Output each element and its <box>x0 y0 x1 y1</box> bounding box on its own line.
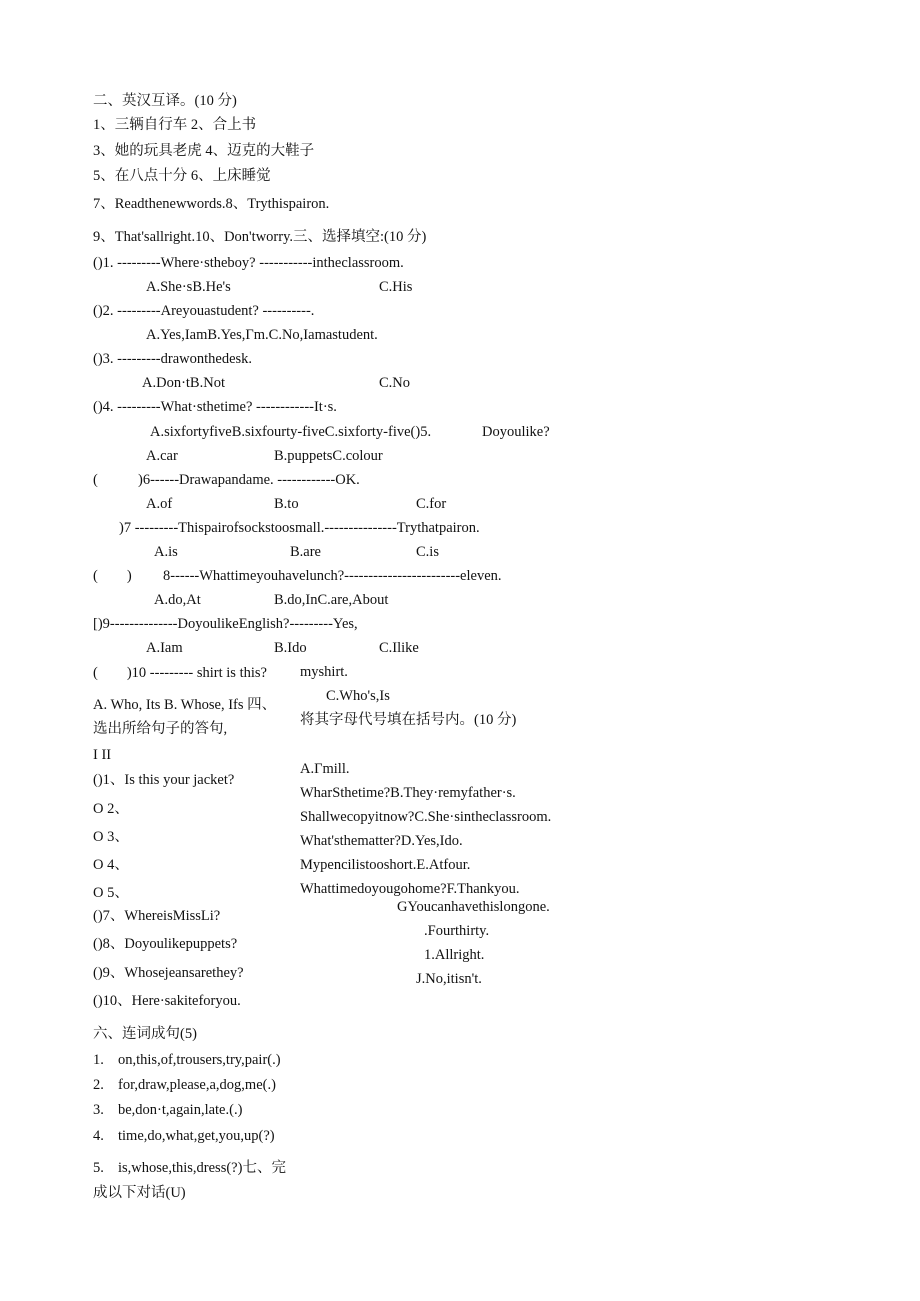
translation-line-5: 9、That'sallright.10、Don'tworry.三、选择填空:(10 分) <box>93 229 427 245</box>
section2-title: 二、英汉互译。(10 分) <box>93 93 237 109</box>
match-right-5: Mypencilistooshort.E.Atfour. <box>300 857 471 873</box>
matching-header: I II <box>93 747 112 763</box>
q10-option-c: C.Who's,Is <box>326 688 390 704</box>
question-4: ()4. ---------What·sthetime? ------------It·s. <box>93 399 337 415</box>
reorder-num-4: 4. <box>93 1128 104 1144</box>
question-9: [)9--------------DoyoulikeEnglish?---------Yes, <box>93 616 358 632</box>
question-8: 8------Whattimeyouhavelunch?------------------------eleven. <box>163 568 502 584</box>
match-right-10: J.No,itisn't. <box>416 971 482 987</box>
match-left-1: ()1、Is this your jacket? <box>93 772 235 788</box>
reorder-num-2: 2. <box>93 1077 104 1093</box>
reorder-item-5: is,whose,this,dress(?)七、完 <box>118 1160 286 1176</box>
reorder-item-2: for,draw,please,a,dog,me(.) <box>118 1077 276 1093</box>
match-right-2: WharSthetime?B.They·remyfather·s. <box>300 785 516 801</box>
q8-options-bc: B.do,InC.are,About <box>274 592 389 608</box>
translation-line-2: 3、她的玩具老虎 4、迈克的大鞋子 <box>93 143 315 159</box>
reorder-num-1: 1. <box>93 1052 104 1068</box>
match-left-7: ()7、WhereisMissLi? <box>93 908 221 924</box>
q1-options-ab: A.She·sB.He's <box>146 279 231 295</box>
reorder-num-5: 5. <box>93 1160 104 1176</box>
question-1: ()1. ---------Where·stheboy? -----------intheclassroom. <box>93 255 404 271</box>
q7-option-c: C.is <box>416 544 439 560</box>
match-right-9: 1.Allright. <box>424 947 485 963</box>
q10-options-ab: A. Who, Its B. Whose, Ifs 四、 <box>93 697 277 713</box>
reorder-num-3: 3. <box>93 1102 104 1118</box>
q9-option-a: A.Iam <box>146 640 183 656</box>
q8-option-a: A.do,At <box>154 592 201 608</box>
question-5: Doyoulike? <box>482 424 550 440</box>
match-left-2: O 2、 <box>93 801 129 817</box>
q8-paren: ( ) <box>93 568 132 584</box>
match-left-4: O 4、 <box>93 857 129 873</box>
translation-line-1: 1、三辆自行车 2、合上书 <box>93 117 257 133</box>
q6-option-b: B.to <box>274 496 299 512</box>
q7-option-a: A.is <box>154 544 178 560</box>
question-3: ()3. ---------drawonthedesk. <box>93 351 253 367</box>
match-left-8: ()8、Doyoulikepuppets? <box>93 936 238 952</box>
match-left-3: O 3、 <box>93 829 129 845</box>
q5-options-bc: B.puppetsC.colour <box>274 448 383 464</box>
translation-line-3: 5、在八点十分 6、上床睡觉 <box>93 168 271 184</box>
question-6: )6------Drawapandame. ------------OK. <box>138 472 360 488</box>
q3-option-c: C.No <box>379 375 411 391</box>
match-right-8: .Fourthirty. <box>424 923 490 939</box>
match-right-4: What'sthematter?D.Yes,Ido. <box>300 833 463 849</box>
match-left-9: ()9、Whosejeansarethey? <box>93 965 244 981</box>
match-right-1: A.Γmill. <box>300 761 350 777</box>
section6-title: 六、连词成句(5) <box>93 1026 197 1042</box>
translation-line-4: 7、Readthenewwords.8、Trythispairon. <box>93 196 330 212</box>
question-2: ()2. ---------Areyouastudent? ----------. <box>93 303 315 319</box>
match-left-5: O 5、 <box>93 885 129 901</box>
match-right-3: Shallwecopyitnow?C.She·sintheclassroom. <box>300 809 552 825</box>
q9-option-b: B.Ido <box>274 640 307 656</box>
q1-option-c: C.His <box>379 279 413 295</box>
q4-options: A.sixfortyfiveB.sixfourty-fiveC.sixforty-five()5. <box>150 424 432 440</box>
reorder-item-1: on,this,of,trousers,try,pair(.) <box>118 1052 281 1068</box>
reorder-item-3: be,don·t,again,late.(.) <box>118 1102 243 1118</box>
section7-title: 成以下对话(U) <box>93 1185 186 1201</box>
question-10: ( )10 --------- shirt is this? <box>93 665 267 681</box>
q7-option-b: B.are <box>290 544 321 560</box>
q5-option-a: A.car <box>146 448 178 464</box>
q6-paren: ( <box>93 472 98 488</box>
q6-option-c: C.for <box>416 496 447 512</box>
q9-option-c: C.Ilike <box>379 640 419 656</box>
section4-instruction: 将其字母代号填在括号内。(10 分) <box>300 712 517 728</box>
match-right-6: Whattimedoyougohome?F.Thankyou. <box>300 881 520 897</box>
question-7: )7 ---------Thispairofsockstoosmall.---------------Trythatpairon. <box>119 520 480 536</box>
q2-options: A.Yes,IamB.Yes,Γm.C.No,Iamastudent. <box>146 327 378 343</box>
match-right-7: GYoucanhavethislongone. <box>397 899 550 915</box>
q10-tail: myshirt. <box>300 664 348 680</box>
match-left-10: ()10、Here·sakiteforyou. <box>93 993 241 1009</box>
section4-title: 选出所给句子的答句, <box>93 721 228 737</box>
q6-option-a: A.of <box>146 496 173 512</box>
reorder-item-4: time,do,what,get,you,up(?) <box>118 1128 275 1144</box>
q3-options-ab: A.Don·tB.Not <box>142 375 225 391</box>
